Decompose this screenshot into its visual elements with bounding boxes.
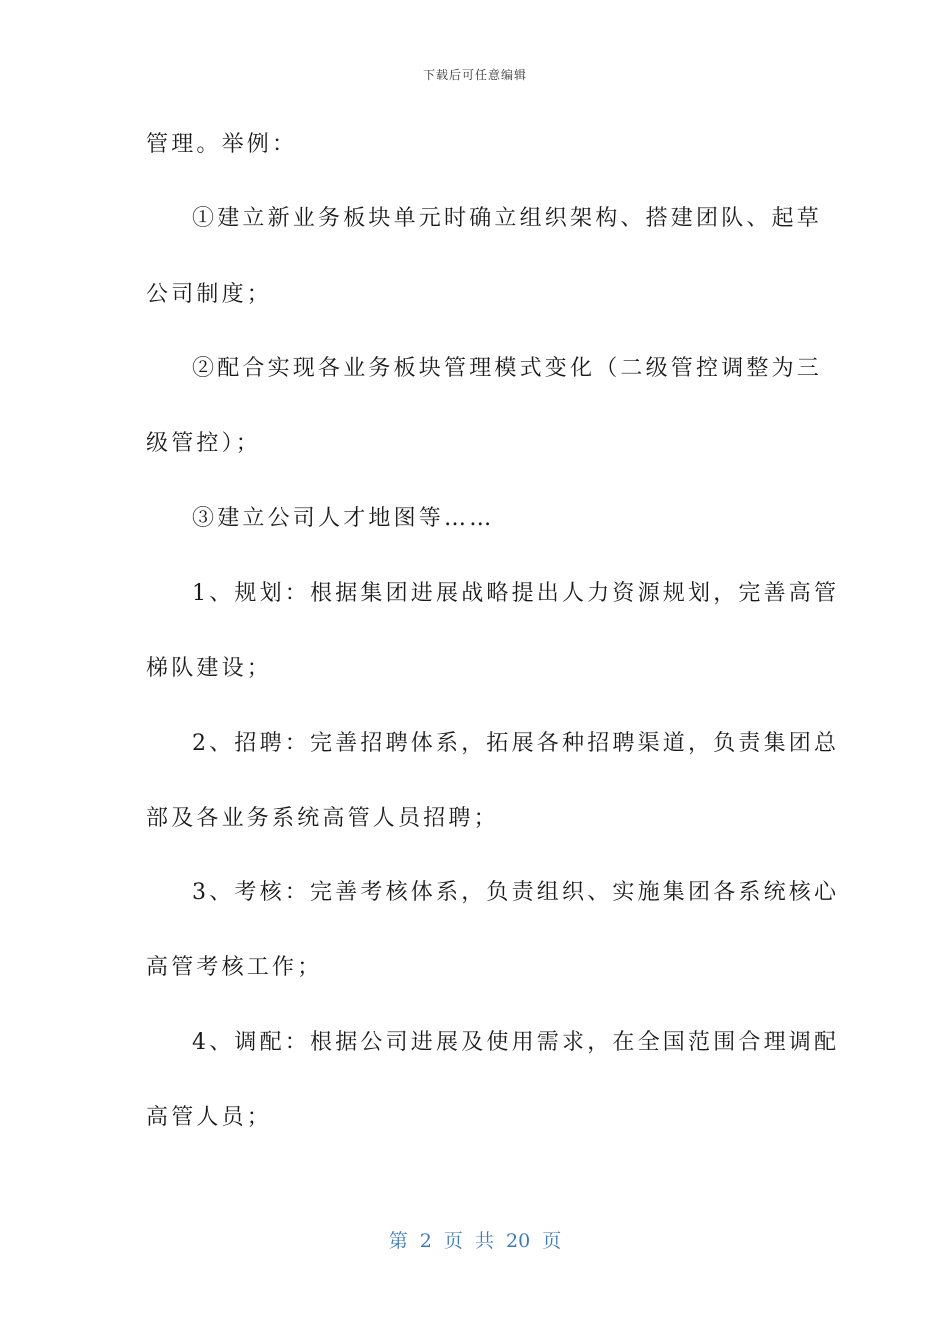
body-line: 3、考核：完善考核体系，负责组织、实施集团各系统核心	[192, 880, 840, 905]
body-line: 4、调配：根据公司进展及使用需求，在全国范围合理调配	[192, 1030, 840, 1055]
body-line: 梯队建设；	[146, 656, 273, 681]
page-header: 下载后可任意编辑	[422, 68, 527, 82]
page-number: 第 2 页 共 20 页	[388, 1230, 562, 1252]
body-line: 级管控）；	[146, 431, 262, 456]
body-line: 1、规划：根据集团进展战略提出人力资源规划，完善高管	[192, 581, 840, 606]
body-line: 高管考核工作；	[146, 955, 323, 980]
body-line: 2、招聘：完善招聘体系，拓展各种招聘渠道，负责集团总	[192, 731, 840, 756]
body-line: 公司制度；	[146, 282, 273, 307]
body-line: 部及各业务系统高管人员招聘；	[146, 806, 499, 831]
body-line: 管理。举例：	[146, 132, 298, 157]
body-line: ①建立新业务板块单元时确立组织架构、搭建团队、起草	[192, 206, 823, 231]
body-line: 高管人员；	[146, 1105, 273, 1130]
body-line: ②配合实现各业务板块管理模式变化（二级管控调整为三	[192, 356, 823, 381]
body-line: ③建立公司人才地图等……	[192, 506, 495, 531]
